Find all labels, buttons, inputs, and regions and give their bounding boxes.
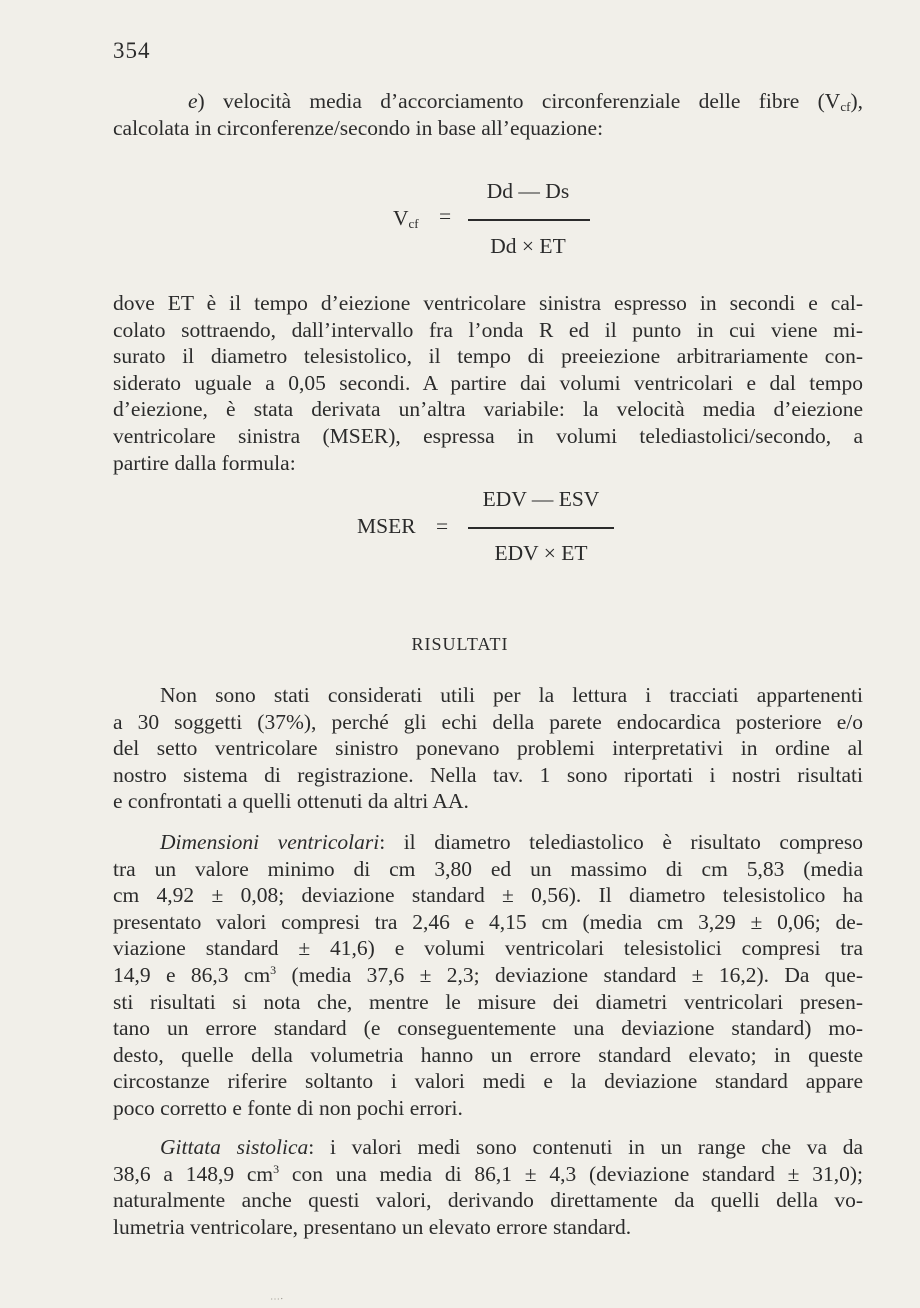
scan-speck: ⋯⋅ [270,1294,284,1305]
fraction-bar [468,527,614,529]
text-line: ventricolare sinistra (MSER), espressa in volumi telediastolici/secondo, a [113,423,863,448]
text-line: surato il diametro telesistolico, il tempo di preeiezione arbitrariamente con- [113,344,863,369]
text-line: dove ET è il tempo d’eiezione ventricolare sinistra espresso in secondi e cal- [113,291,863,315]
text-line: Non sono stati considerati utili per la lettura i tracciati appartenenti [160,683,863,707]
italic-lead: Dimensioni ventricolari [160,830,380,854]
equals-sign: = [439,204,452,228]
text-line: a 30 soggetti (37%), perché gli echi della parete endocardica posteriore e/o [113,709,863,734]
text-line: del setto ventricolare sinistro ponevano problemi interpretativi in ordine al [113,736,863,761]
fraction-bar [468,219,590,221]
equals-sign: = [436,514,449,538]
text-line: cm 4,92 ± 0,08; deviazione standard ± 0,56). Il diametro telesistolico ha [113,883,863,908]
equation-lhs: MSER [357,514,416,538]
equation-lhs: $V_{cf}$ [393,206,419,231]
italic-lead: Gittata sistolica [160,1135,309,1159]
text-line: tra un valore minimo di cm 3,80 ed un massimo di cm 5,83 (media [113,856,863,881]
paragraph-stroke-volume [113,1134,863,1240]
text-line: partire dalla formula: [113,450,296,475]
text-line: naturalmente anche questi valori, derivando direttamente da quelli della vo- [113,1188,863,1213]
paragraph-ventricular-dimensions [113,829,863,1122]
text-line: Gittata sistolica: i valori medi sono contenuti in un range che va da [160,1135,863,1159]
text-line: calcolata in circonferenze/secondo in base all’equazione: [113,115,604,140]
text-line: d’eiezione, è stata derivata un’altra variabile: la velocità media d’eiezione [113,397,863,422]
text-line: e confrontati a quelli ottenuti da altri AA. [113,789,469,814]
text-line: colato sottraendo, dall’intervallo fra l’onda R ed il punto in cui viene mi- [113,317,863,342]
text-line: presentato valori compresi tra 2,46 e 4,15 cm (media cm 3,29 ± 0,06; de- [113,909,863,934]
text-line: Dimensioni ventricolari: il diametro telediastolico è risultato compreso [160,830,863,854]
text-line: desto, quelle della volumetria hanno un errore standard elevato; in queste [113,1042,863,1067]
text-line: viazione standard ± 41,6) e volumi ventricolari telesistolici compresi tra [113,936,863,961]
text-line: siderato uguale a 0,05 secondi. A partire dai volumi ventricolari e dal tempo [113,370,863,395]
text-line: lumetria ventricolare, presentano un elevato errore standard. [113,1214,632,1239]
page-number: 354 [113,38,151,63]
text-line: tano un errore standard (e conseguentemente una deviazione standard) mo- [113,1016,863,1041]
text-line: poco corretto e fonte di non pochi errori. [113,1095,463,1120]
fraction-denominator: EDV × ET [494,541,588,565]
text-line: nostro sistema di registrazione. Nella tav. 1 sono riportati i nostri risultati [113,762,863,787]
text-line: circostanze riferire soltanto i valori medi e la deviazione standard appare [113,1069,863,1094]
text-line: 14,9 e 86,3 $cm^3$ (media 37,6 ± 2,3; deviazione standard ± 16,2). Da que- [113,962,863,987]
paragraph-velocity-definition [113,88,863,141]
section-heading: RISULTATI [411,634,509,654]
fraction-numerator: Dd — Ds [486,179,570,203]
paragraph-results-intro [113,682,863,815]
fraction-denominator: Dd × ET [490,234,566,258]
text-line: 38,6 a 148,9 $cm^3$ con una media di 86,1 ± 4,3 (deviazione standard ± 31,0); [113,1161,863,1186]
fraction-numerator: EDV — ESV [482,487,600,511]
text-line: e) velocità media d’accorciamento circonferenziale delle fibre $(V_{cf})$, [188,89,863,114]
text-line: sti risultati si nota che, mentre le misure dei diametri ventricolari presen- [113,989,863,1014]
paragraph-et-definition [113,290,863,476]
